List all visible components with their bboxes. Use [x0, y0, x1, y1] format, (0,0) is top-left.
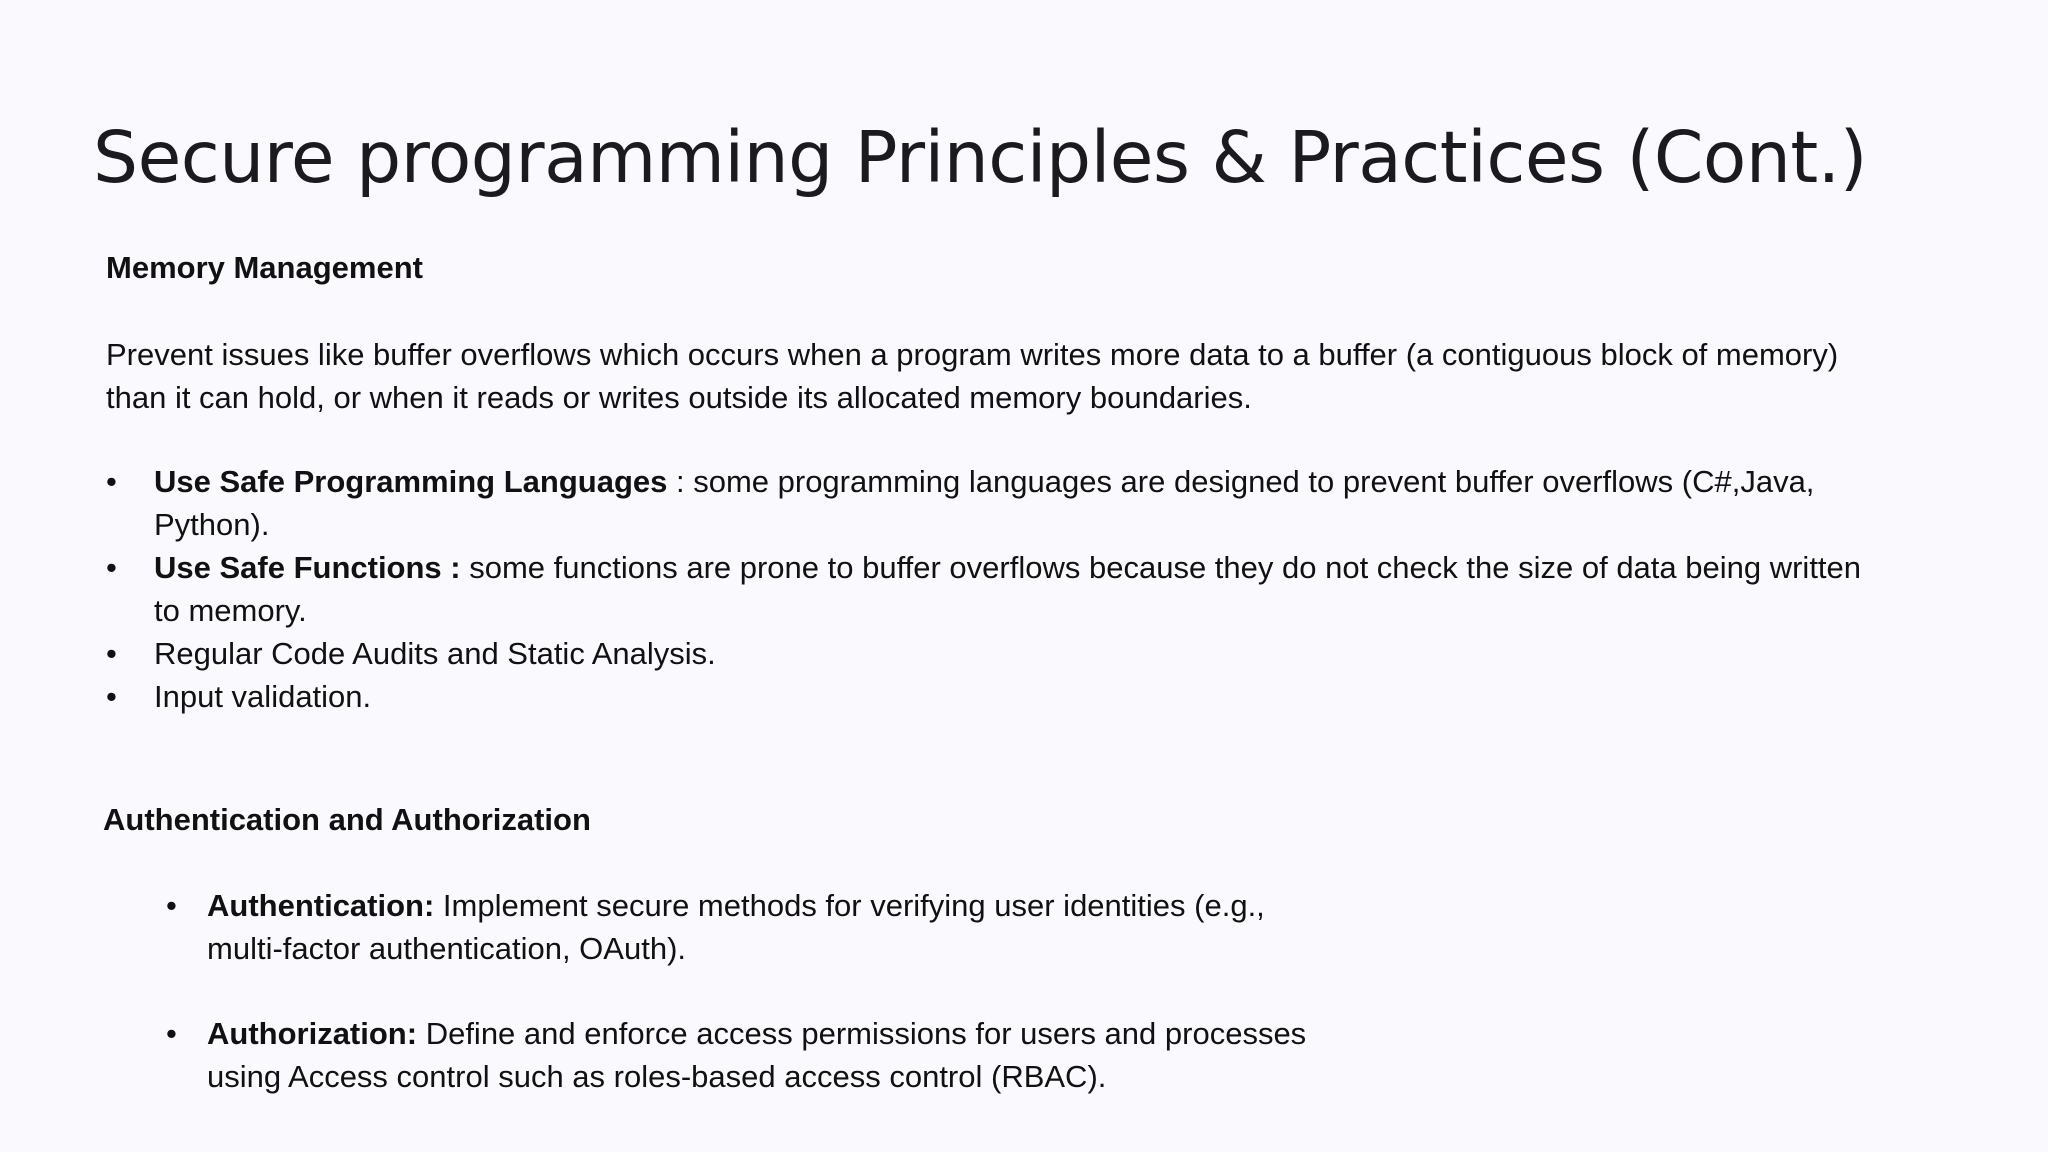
list-item-authentication — [166, 884, 1366, 970]
list-item-authorization — [166, 1012, 1366, 1098]
item-text: : some programming languages are designed to prevent buffer overflows (C#,Java, Python). — [154, 464, 1815, 542]
item-text: Input validation. — [154, 679, 372, 714]
item-text-line-1: Implement secure methods for verifying user identities (e.g., — [434, 888, 1265, 923]
slide-title: Secure programming Principles & Practices (Cont.) — [93, 116, 1867, 199]
item-title: Use Safe Functions : — [154, 550, 461, 585]
item-title: Authentication: — [207, 888, 435, 923]
memory-management-list — [106, 460, 1886, 718]
bullet-glyph: • — [166, 1016, 177, 1051]
bullet-glyph: • — [106, 679, 117, 714]
list-item-input-validation — [106, 675, 1886, 718]
bullet-glyph: • — [106, 464, 117, 499]
item-title: Authorization: — [207, 1016, 418, 1051]
item-text-line-1: Define and enforce access permissions for users and processes — [417, 1016, 1307, 1051]
bullet-glyph: • — [106, 636, 117, 671]
memory-management-heading: Memory Management — [106, 250, 423, 285]
bullet-glyph: • — [166, 888, 177, 923]
list-item-code-audits — [106, 632, 1886, 675]
list-item-safe-functions — [106, 546, 1886, 632]
item-text: Regular Code Audits and Static Analysis. — [154, 636, 716, 671]
list-item-safe-languages — [106, 460, 1886, 546]
auth-heading: Authentication and Authorization — [103, 802, 591, 837]
item-title: Use Safe Programming Languages — [154, 464, 668, 499]
item-text-line-2: using Access control such as roles-based access control (RBAC). — [207, 1059, 1107, 1094]
item-text: some functions are prone to buffer overflows because they do not check the size of data being written to memory. — [154, 550, 1862, 628]
auth-list — [166, 884, 1366, 1140]
memory-management-description: Prevent issues like buffer overflows which occurs when a program writes more data to a buffer (a contiguous block of memory) than it can hold, or when it reads or writes outside its allocated memory boundaries. — [106, 337, 1839, 415]
item-text-line-2: multi-factor authentication, OAuth). — [207, 931, 687, 966]
bullet-glyph: • — [106, 550, 117, 585]
